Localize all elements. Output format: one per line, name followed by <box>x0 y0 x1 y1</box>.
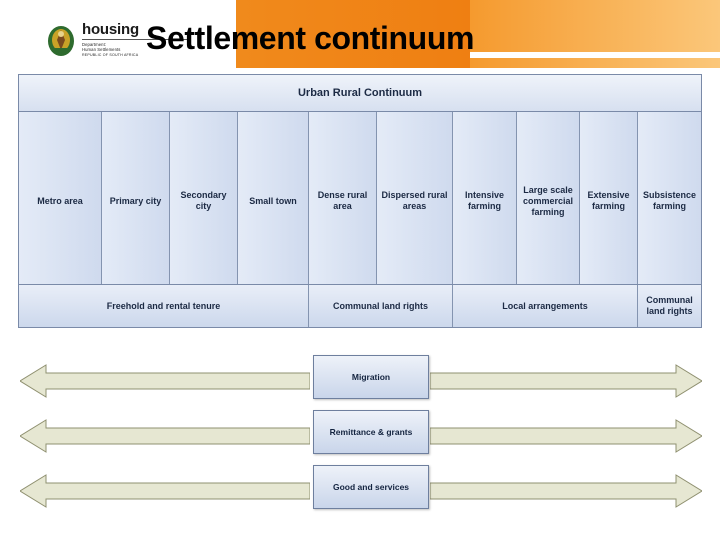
flow-row <box>0 465 720 519</box>
arrow-right-icon <box>430 363 702 399</box>
coat-of-arms-icon <box>46 24 76 58</box>
continuum-column <box>170 112 238 284</box>
continuum-tenure-cell: Local arrangements <box>453 285 638 327</box>
continuum-column <box>238 112 309 284</box>
arrow-left-icon <box>20 363 310 399</box>
continuum-column <box>377 112 453 284</box>
continuum-tenure-cell: Freehold and rental tenure <box>19 285 309 327</box>
continuum-column-label: Subsistence farming <box>642 190 697 211</box>
logo-department: Department: <box>82 42 107 47</box>
continuum-tenure-cell: Communal land rights <box>638 285 701 327</box>
flow-label-box <box>313 410 429 454</box>
continuum-column <box>102 112 170 284</box>
arrow-left-icon <box>20 473 310 509</box>
logo-country: REPUBLIC OF SOUTH AFRICA <box>82 53 139 57</box>
continuum-tenure-row <box>19 284 701 327</box>
continuum-column <box>580 112 638 284</box>
flow-label-box <box>313 355 429 399</box>
continuum-column-row <box>19 112 701 284</box>
flow-label: Remittance & grants <box>329 427 413 437</box>
continuum-column <box>309 112 377 284</box>
continuum-column-label: Intensive farming <box>464 190 504 211</box>
logo-brand: housing <box>82 21 139 38</box>
continuum-column-label: Extensive farming <box>587 190 630 211</box>
continuum-tenure-cell: Communal land rights <box>309 285 453 327</box>
header-white-strip <box>470 52 720 58</box>
continuum-column <box>453 112 517 284</box>
arrow-left-icon <box>20 418 310 454</box>
continuum-column <box>638 112 701 284</box>
continuum-column-label: Dispersed rural areas <box>381 190 448 211</box>
continuum-column <box>517 112 580 284</box>
continuum-column <box>19 112 102 284</box>
arrow-right-icon <box>430 473 702 509</box>
page-title: Settlement continuum <box>146 20 475 56</box>
flow-row <box>0 410 720 464</box>
continuum-column-label: Secondary city <box>180 190 227 211</box>
continuum-column-label: Large scale commercial farming <box>522 184 574 217</box>
flow-row <box>0 355 720 409</box>
urban-rural-continuum-table <box>18 74 702 328</box>
continuum-column-label: Small town <box>249 195 297 206</box>
flow-label: Good and services <box>332 482 410 492</box>
continuum-column-label: Primary city <box>109 195 162 206</box>
arrow-right-icon <box>430 418 702 454</box>
continuum-title: Urban Rural Continuum <box>19 75 701 112</box>
slide-header <box>0 0 720 72</box>
continuum-column-label: Dense rural area <box>317 190 368 211</box>
continuum-column-label: Metro area <box>37 195 83 206</box>
flow-label: Migration <box>351 372 391 382</box>
header-bottom-edge <box>0 68 720 73</box>
flow-label-box <box>313 465 429 509</box>
logo-department-name: Human Settlements <box>82 47 121 52</box>
